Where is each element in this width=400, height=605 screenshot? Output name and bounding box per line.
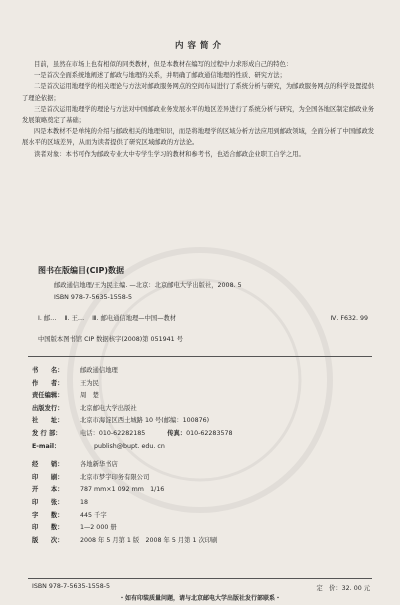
info-row: 印 张： 18 — [32, 498, 89, 506]
footer-isbn: ISBN 978-7-5635-1558-5 — [32, 583, 111, 590]
intro-paragraph: 目前，虽然在市场上也有相似的同类教材，但是本教材在编写的过程中力求形成自己的特色： — [34, 61, 293, 68]
intro-paragraph: 读者对象：本书可作为邮政专业大中专学生学习的教材和参考书，也适合邮政企业职工自学之用。 — [34, 150, 305, 158]
info-row: 字 数： 445 千字 — [32, 511, 107, 519]
intro-paragraph: 三是首次运用地理学的理论与方法对中国邮政业务发展水平的地区差异进行了系统分析与研究，为全国各地区制定邮政业务发展策略奠定了基础； — [22, 105, 375, 125]
info-row: 书 名： 邮政通信地理 — [32, 367, 118, 374]
divider — [28, 578, 372, 579]
info-row-email: E-mail： publish@bupt. edu. cn — [32, 441, 368, 454]
info-row: 印 刷： 北京市梦宇印务有限公司 — [32, 473, 150, 481]
phone-value: 电话：010-62282185 — [80, 429, 146, 437]
intro-title: 内容简介 — [174, 41, 225, 51]
cip-block — [38, 280, 368, 346]
footer-row — [32, 583, 370, 592]
info-row: 版 次： 2008 年 5 月第 1 版 2008 年 5 月第 1 次印刷 — [32, 536, 218, 544]
cip-title: 图书在版编目(CIP)数据 — [38, 266, 125, 275]
cip-subject: Ⅰ. 邮… — [38, 315, 57, 322]
intro-body — [22, 59, 378, 160]
cip-record: 中国版本图书馆 CIP 数据核字(2008)第 051941 号 — [38, 336, 183, 343]
cip-isbn: ISBN 978-7-5635-1558-5 — [54, 294, 133, 301]
info-row: 经 销： 各地新华书店 — [32, 461, 118, 469]
cip-subject: Ⅳ. F632. 99 — [330, 315, 368, 322]
email-value: publish@bupt. edu. cn — [94, 442, 165, 450]
footer-price: 定 价：32. 00 元 — [316, 585, 370, 592]
cip-subjects — [38, 313, 368, 325]
info-row-phone: 发 行 部： 电话：010-62282185 传真： 010-62283578 — [32, 428, 368, 441]
intro-paragraph: 二是首次运用地理学的相关理论与方法对邮政服务网点的空间布局进行了系统分析与研究，为邮政服务网点的科学设置提供了理论依据； — [22, 83, 375, 102]
intro-paragraph: 一是首次全面系统地阐述了邮政与地理的关系，并明确了邮政通信地理的性质、研究方法； — [34, 72, 286, 80]
fax-value: 010-62283578 — [186, 429, 233, 437]
cip-citation: 邮政通信地理/王为民主编. —北京：北京邮电大学出版社，2008. 5 — [54, 282, 242, 289]
cip-subject: Ⅲ. 邮电通信地理—中国—教材 — [92, 315, 177, 322]
info-row: 出版发行： 北京邮电大学出版社 — [32, 404, 137, 412]
cip-subject: Ⅱ. 王… — [64, 315, 85, 322]
info-row: 责任编辑： 周 楚 — [32, 392, 99, 400]
fax-key: 传真： — [167, 429, 187, 437]
quality-notice: ・如有印装质量问题，请与北京邮电大学出版社发行部联系・ — [118, 595, 281, 602]
publication-info — [32, 365, 368, 547]
info-row: 开 本： 787 mm×1 092 mm 1/16 — [32, 486, 165, 494]
divider — [28, 356, 372, 357]
info-row: 社 址： 北京市海淀区西土城路 10 号(邮编：100876) — [32, 417, 210, 425]
intro-paragraph: 四是本教材不是单纯的介绍与邮政相关的地理知识，而是将地理学的区域分析方法应用到邮政领域，全面分析了中国邮政发展水平的区域差异，从而为读者提供了研究区域邮政的方法论。 — [22, 128, 375, 147]
info-row: 印 数： 1—2 000 册 — [32, 524, 117, 532]
info-row: 作 者： 王为民 — [32, 379, 99, 387]
